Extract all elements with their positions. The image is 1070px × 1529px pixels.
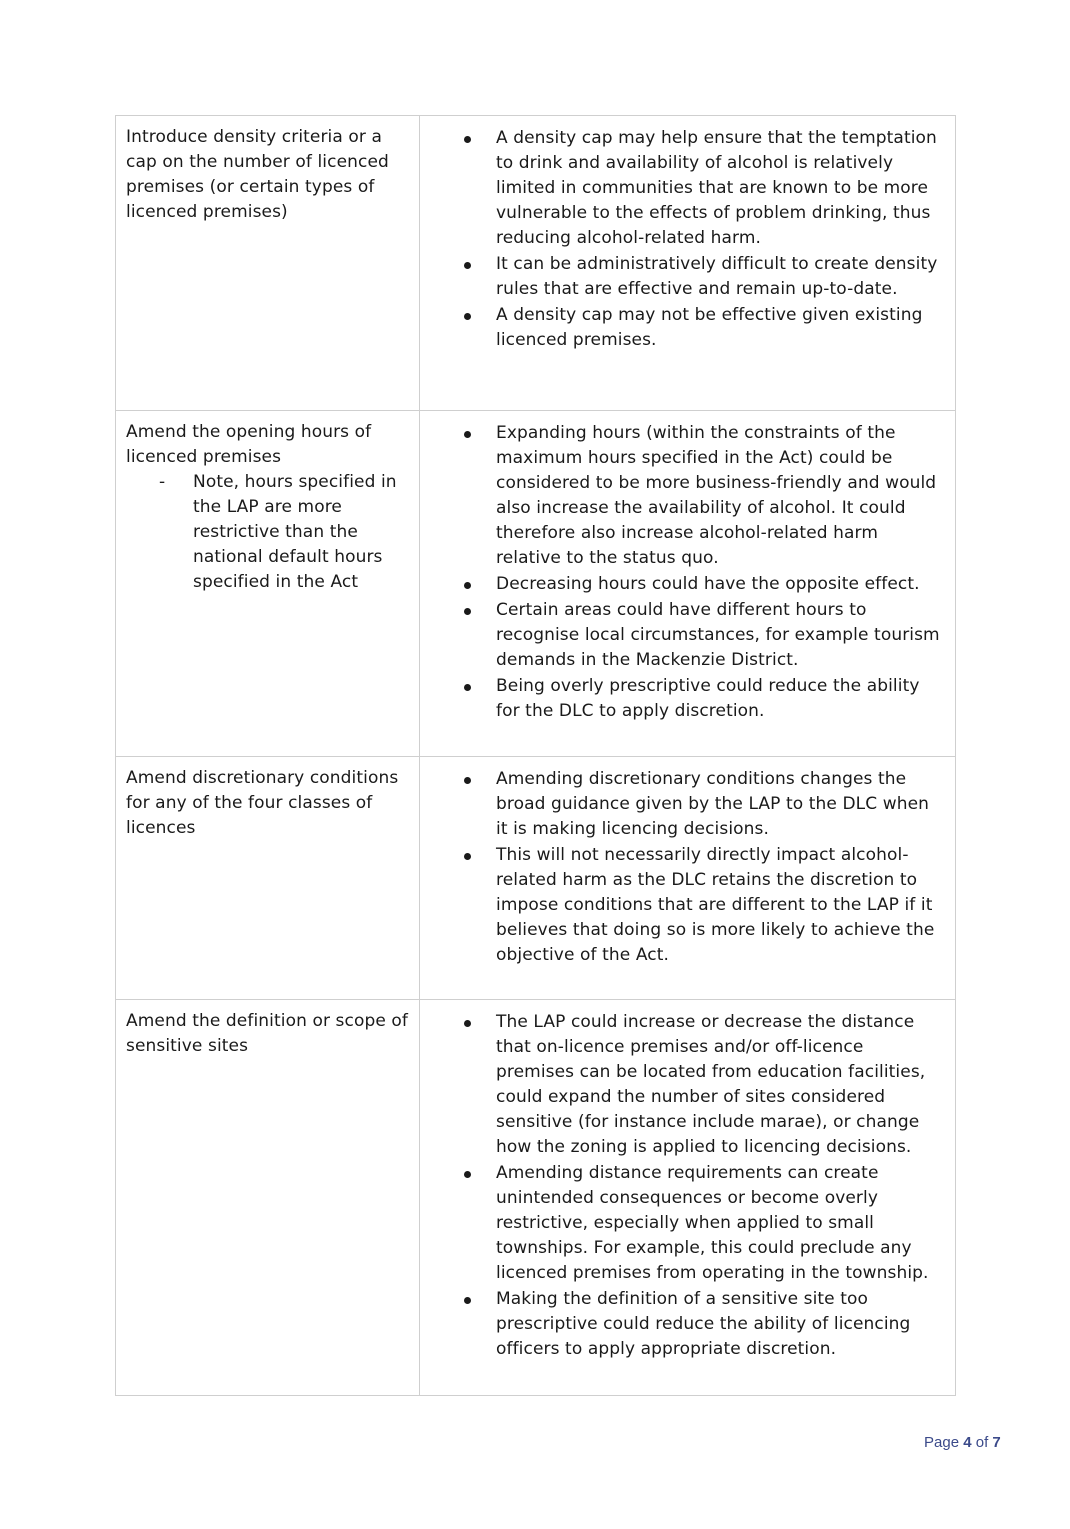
current-page: 4 (963, 1434, 972, 1451)
table-row (116, 1000, 956, 1396)
option-cell (116, 1000, 420, 1396)
impact-text: It can be administratively difficult to create density rules that are effective and remain up-to-date. (496, 254, 938, 299)
list-item (420, 303, 945, 353)
option-cell (116, 411, 420, 757)
list-item (420, 421, 945, 571)
bullet-icon (464, 431, 471, 438)
bullet-icon (464, 1020, 471, 1027)
sub-points-list (126, 470, 411, 595)
impact-text: A density cap may not be effective given existing licenced premises. (496, 305, 923, 350)
table-row (116, 116, 956, 411)
bullet-icon (464, 608, 471, 615)
impact-text: The LAP could increase or decrease the distance that on-licence premises and/or off-licence premises can be located from education facilities, could expand the number of sites considered sensitive (for instance include marae), or change how the zoning is applied to licencing decisions. (496, 1012, 926, 1157)
impacts-cell (420, 116, 956, 411)
impacts-list (420, 767, 945, 968)
impact-text: Decreasing hours could have the opposite effect. (496, 574, 920, 594)
bullet-icon (464, 853, 471, 860)
option-text: Amend the definition or scope of sensitive sites (126, 1011, 408, 1056)
list-item (420, 1287, 945, 1362)
list-item (126, 470, 411, 595)
list-item (420, 126, 945, 251)
list-item (420, 252, 945, 302)
total-pages: 7 (992, 1434, 1001, 1451)
option-text: Amend the opening hours of licenced premises (126, 422, 372, 467)
bullet-icon (464, 1297, 471, 1304)
impacts-list (420, 421, 945, 724)
impacts-cell (420, 411, 956, 757)
impacts-cell (420, 1000, 956, 1396)
list-item (420, 767, 945, 842)
list-item (420, 1161, 945, 1286)
sub-point-text: Note, hours specified in the LAP are more restrictive than the national default hours specified in the Act (193, 472, 397, 592)
table-row (116, 411, 956, 757)
bullet-icon (464, 136, 471, 143)
impact-text: Amending distance requirements can create unintended consequences or become overly restrictive, especially when applied to small townships. For example, this could preclude any licenced premises from operating in the township. (496, 1163, 929, 1283)
page-number (924, 1434, 1001, 1451)
bullet-icon (464, 684, 471, 691)
bullet-icon (464, 1171, 471, 1178)
impact-text: This will not necessarily directly impact alcohol-related harm as the DLC retains the discretion to impose conditions that are different to the LAP if it believes that doing so is more likely to achieve the objective of the Act. (496, 845, 935, 965)
impacts-list (420, 1010, 945, 1362)
option-text: Amend discretionary conditions for any of the four classes of licences (126, 768, 399, 838)
bullet-icon (464, 582, 471, 589)
dash-icon: - (159, 472, 166, 492)
option-text: Introduce density criteria or a cap on the number of licenced premises (or certain types of licenced premises) (126, 127, 389, 222)
impact-text: Making the definition of a sensitive site too prescriptive could reduce the ability of licencing officers to apply appropriate discretion. (496, 1289, 911, 1359)
option-cell (116, 757, 420, 1000)
page-word: Page (924, 1434, 960, 1451)
options-table (115, 115, 956, 1396)
of-word: of (975, 1434, 989, 1451)
impact-text: Expanding hours (within the constraints of the maximum hours specified in the Act) could be considered to be more business-friendly and would also increase the availability of alcohol. It could therefore also increase alcohol-related harm relative to the status quo. (496, 423, 937, 568)
list-item (420, 1010, 945, 1160)
impact-text: A density cap may help ensure that the temptation to drink and availability of alcohol is relatively limited in communities that are known to be more vulnerable to the effects of problem drinking, thus reducing alcohol-related harm. (496, 128, 937, 248)
impacts-cell (420, 757, 956, 1000)
impacts-list (420, 126, 945, 353)
impact-text: Being overly prescriptive could reduce the ability for the DLC to apply discretion. (496, 676, 920, 721)
impact-text: Certain areas could have different hours to recognise local circumstances, for example tourism demands in the Mackenzie District. (496, 600, 940, 670)
list-item (420, 674, 945, 724)
bullet-icon (464, 313, 471, 320)
bullet-icon (464, 777, 471, 784)
list-item (420, 598, 945, 673)
list-item (420, 843, 945, 968)
list-item (420, 572, 945, 597)
option-cell (116, 116, 420, 411)
bullet-icon (464, 262, 471, 269)
impact-text: Amending discretionary conditions changes the broad guidance given by the LAP to the DLC when it is making licencing decisions. (496, 769, 930, 839)
table-row (116, 757, 956, 1000)
